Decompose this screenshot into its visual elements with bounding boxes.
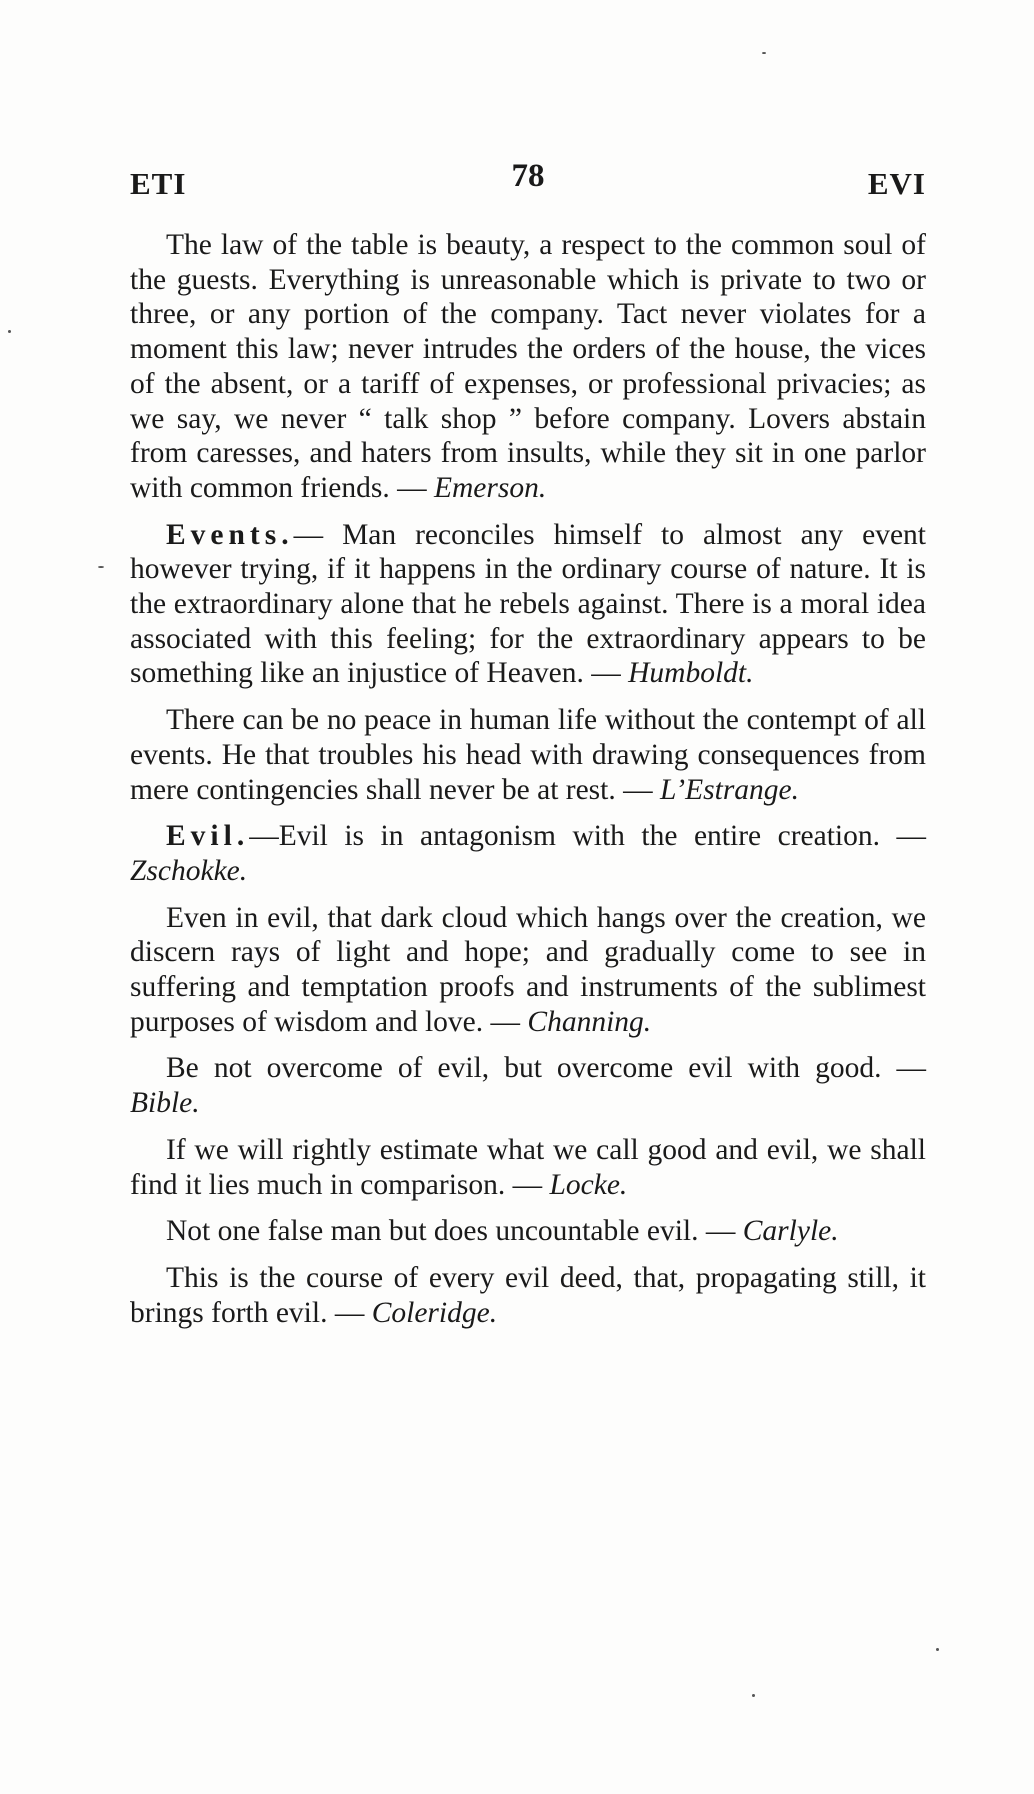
quotation-paragraph (130, 1214, 926, 1249)
quotation-text: Even in evil, that dark cloud which hangs over the creation, we discern rays of light and hope; and gradually come to see in suffering and temptation proofs and instruments of the sublimest purposes of wisdom and love. — (130, 901, 926, 1038)
quotation-author: Zschokke. (130, 854, 248, 887)
quotation-text: If we will rightly estimate what we call good and evil, we shall find it lies much in comparison. — (130, 1133, 926, 1201)
page-number: 78 (511, 158, 545, 194)
quotation-paragraph (130, 518, 926, 692)
quotation-paragraph (130, 1051, 926, 1120)
scan-speck (8, 330, 11, 333)
scan-speck (762, 52, 766, 54)
running-header (130, 158, 926, 208)
quotation-author: Humboldt. (628, 657, 754, 690)
quotation-author: L’Estrange. (659, 773, 800, 806)
quotation-text: Be not overcome of evil, but overcome evil with good. — (166, 1052, 926, 1085)
header-left-guideword: ETI (130, 166, 187, 201)
quotation-text: The law of the table is beauty, a respect to the common soul of the guests. Everything is unreasonable which is private to two or three, or any portion of the company. Tact never violates for a moment this law; never intrudes the orders of the house, the vices of the absent, or a tariff of expenses, or professional privacies; as we say, we never “ talk shop ” before company. Lovers abstain from caresses, and haters from insults, while they sit in one parlor with common friends. — (130, 229, 926, 504)
quotation-author: Carlyle. (742, 1215, 839, 1248)
quotation-text: —Evil is in antagonism with the entire creation. — (249, 820, 926, 853)
topic-heading: Evil. (166, 820, 250, 853)
quotation-paragraph (130, 819, 926, 888)
quotation-paragraph (130, 901, 926, 1040)
scan-speck (936, 1648, 939, 1651)
quotation-text: Not one false man but does uncountable evil. — (166, 1215, 743, 1248)
quotation-text: — Man reconciles himself to almost any event however trying, if it happens in the ordinary course of nature. It is the extraordinary alone that he rebels against. There is a moral idea associated with this feeling; for the extraordinary appears to be something like an injustice of Heaven. — (130, 518, 926, 690)
quotation-paragraph (130, 228, 926, 506)
quotation-author: Locke. (549, 1168, 628, 1201)
quotation-paragraph (130, 703, 926, 807)
quotation-author: Emerson. (433, 471, 547, 504)
scan-speck (98, 566, 104, 568)
quotation-author: Coleridge. (371, 1296, 498, 1329)
header-right-guideword: EVI (867, 166, 926, 201)
topic-heading: Events. (166, 518, 294, 551)
quotation-author: Channing. (527, 1005, 652, 1038)
quotation-paragraph (130, 1261, 926, 1330)
quotation-text: There can be no peace in human life without the contempt of all events. He that troubles his head with drawing consequences from mere contingencies shall never be at rest. — (130, 704, 926, 806)
scan-speck (752, 1694, 755, 1697)
quotation-text: This is the course of every evil deed, that, propagating still, it brings forth evil. — (130, 1261, 926, 1329)
quotation-paragraph (130, 1133, 926, 1202)
page-body (130, 228, 926, 1342)
quotation-author: Bible. (130, 1087, 200, 1120)
